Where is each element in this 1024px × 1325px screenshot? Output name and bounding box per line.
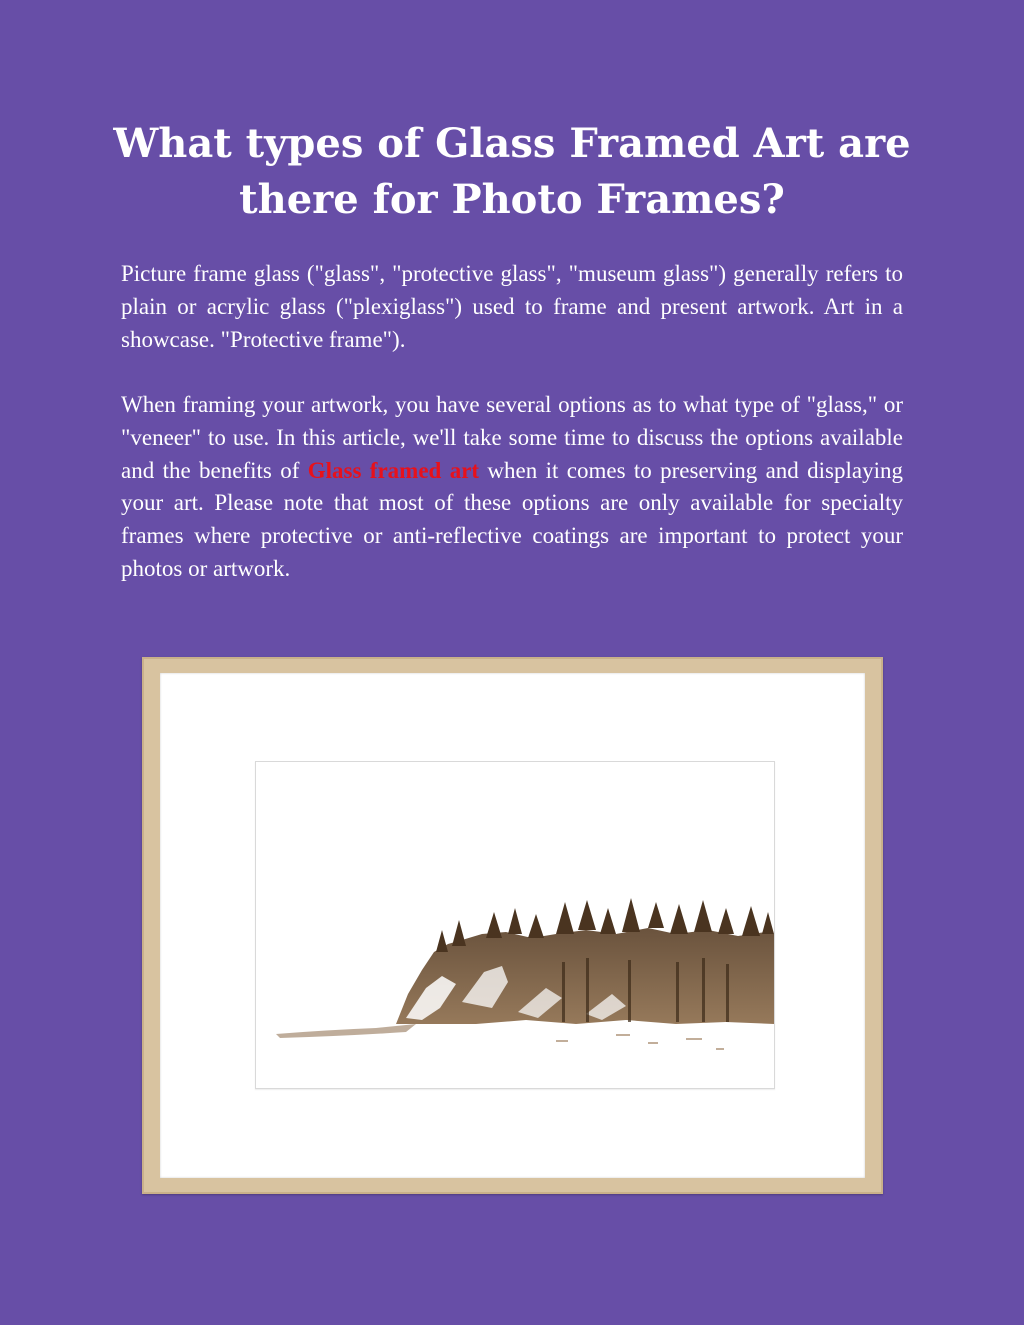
title-line-2: there for Photo Frames?: [239, 176, 785, 223]
title-line-1: What types of Glass Framed Art are: [113, 120, 911, 167]
glass-framed-art-link[interactable]: Glass framed art: [307, 457, 480, 483]
paragraph-text-before-link: When framing your artwork, you have several options as to what type of "glass," or "veneer" to use. In this article, we'll take some time to discuss the options available and the benefits of: [121, 392, 903, 483]
intro-paragraph: [121, 258, 903, 356]
paragraph-text-after-link: when it comes to preserving and displaying your art. Please note that most of these options are only available for specialty frames where protective or anti-reflective coatings are important to protect your photos or artwork.: [121, 457, 903, 581]
framing-options-paragraph: [121, 389, 903, 586]
sepia-landscape-icon: [256, 762, 774, 1088]
intro-paragraph-text: Picture frame glass ("glass", "protective glass", "museum glass") generally refers to plain or acrylic glass ("plexiglass") used to frame and present artwork. Art in a showcase. "Protective frame").: [121, 261, 903, 352]
picture-frame: [142, 657, 883, 1194]
page-title: [80, 116, 944, 228]
framed-print: [255, 761, 775, 1089]
frame-mat: [160, 673, 865, 1178]
